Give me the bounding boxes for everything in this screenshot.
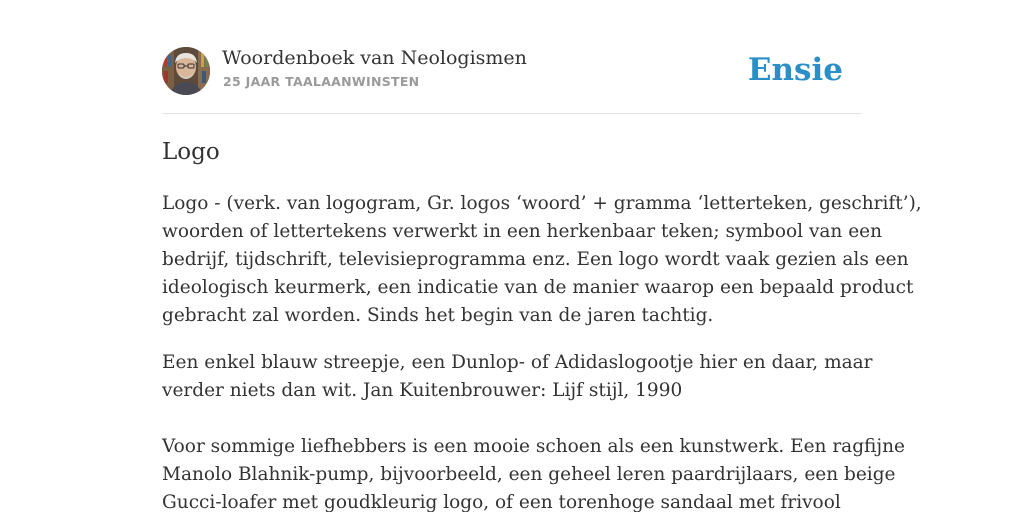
author-avatar[interactable]: [162, 47, 210, 95]
ensie-logo[interactable]: Ensie: [747, 52, 843, 88]
site-tagline: 25 JAAR TAALAANWINSTEN: [223, 74, 420, 89]
article-body: [162, 190, 922, 512]
paragraph-quote-1: [162, 349, 873, 405]
text-line: gebracht zal worden. Sinds het begin van de jaren tachtig.: [162, 305, 714, 326]
text-line: woorden of lettertekens verwerkt in een herkenbaar teken; symbool van een: [162, 221, 883, 242]
page-title: Logo: [162, 139, 220, 165]
text-line: Manolo Blahnik-pump, bijvoorbeeld, een geheel leren paardrijlaars, een beige: [162, 464, 896, 485]
text-line: Een enkel blauw streepje, een Dunlop- of Adidaslogootje hier en daar, maar: [162, 352, 873, 373]
site-header: [162, 46, 862, 114]
text-line: Gucci-loafer met goudkleurig logo, of een torenhoge sandaal met frivool: [162, 492, 841, 512]
paragraph-definition: [162, 190, 922, 330]
text-line: Logo - (verk. van logogram, Gr. logos ‘woord’ + gramma ‘letterteken, geschrift’),: [162, 193, 922, 214]
text-line: verder niets dan wit. Jan Kuitenbrouwer: Lijf stijl, 1990: [162, 380, 683, 401]
text-line: Voor sommige liefhebbers is een mooie schoen als een kunstwerk. Een ragfijne: [162, 436, 905, 457]
paragraph-spacer: [162, 405, 862, 433]
text-line: ideologisch keurmerk, een indicatie van de manier waarop een bepaald product: [162, 277, 914, 298]
avatar-portrait-icon: [162, 47, 210, 95]
paragraph-quote-2: [162, 433, 905, 512]
paragraph-spacer: [162, 330, 862, 349]
text-line: bedrijf, tijdschrift, televisieprogramma enz. Een logo wordt vaak gezien als een: [162, 249, 909, 270]
site-name[interactable]: Woordenboek van Neologismen: [222, 47, 527, 69]
